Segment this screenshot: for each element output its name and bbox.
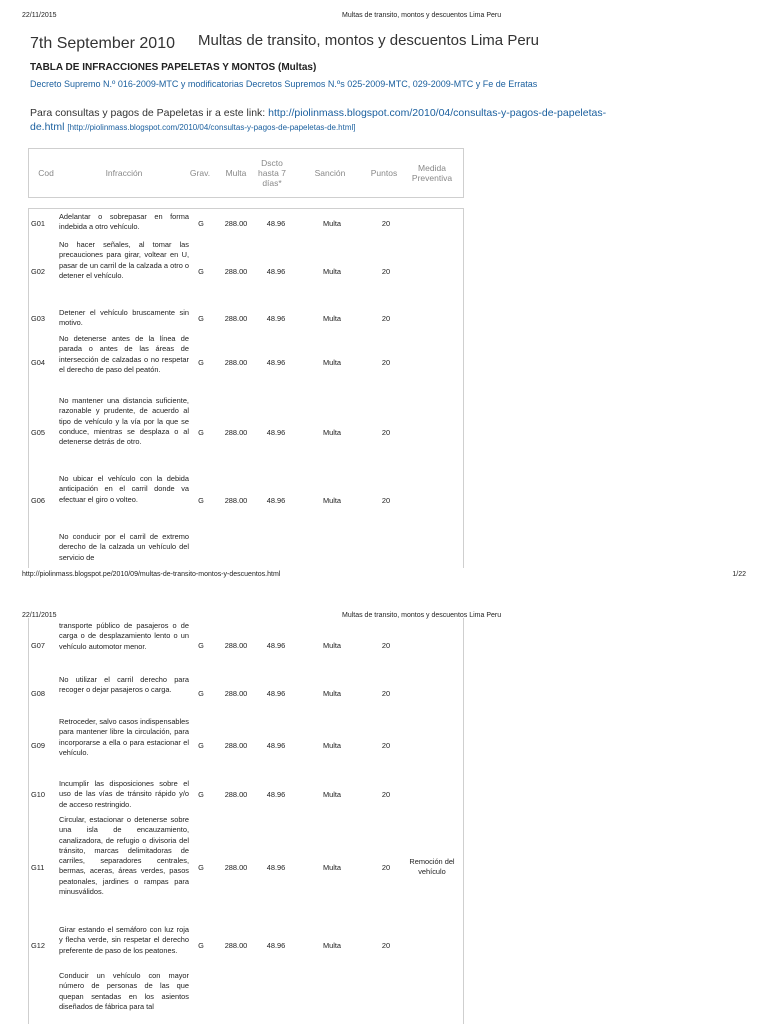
print-footer-url: http://piolinmass.blogspot.pe/2010/09/multas-de-transito-montos-y-descuentos.html <box>22 571 281 578</box>
points <box>369 529 403 568</box>
header-puntos: Puntos <box>370 168 398 178</box>
table-row <box>29 968 463 1024</box>
fine-amount: 288.00 <box>224 940 248 950</box>
preventive-measure <box>403 209 461 237</box>
table-row <box>29 237 463 305</box>
preventive-measure <box>403 529 461 568</box>
discount-amount <box>261 968 291 1024</box>
consult-paragraph <box>30 106 630 135</box>
gravity: G <box>198 740 204 750</box>
points: 20 <box>381 789 391 799</box>
table-row <box>29 672 463 714</box>
preventive-measure <box>403 618 461 672</box>
gravity: G <box>198 313 204 323</box>
infraction-description <box>59 672 189 714</box>
gravity: G <box>198 218 204 228</box>
fine-amount: 288.00 <box>224 266 248 276</box>
preventive-measure <box>403 331 461 393</box>
fine-amount: 288.00 <box>224 357 248 367</box>
sanction: Multa <box>322 218 342 228</box>
gravity: G <box>198 862 204 872</box>
points: 20 <box>381 740 391 750</box>
table-row <box>29 305 463 331</box>
table-row <box>29 529 463 568</box>
discount-amount: 48.96 <box>266 688 286 698</box>
infraction-text: No hacer señales, al tomar las precauciones para girar, voltear en U, pasar de un carril de la calzada a otro o detener el vehículo. <box>59 240 189 280</box>
points: 20 <box>381 218 391 228</box>
discount-amount: 48.96 <box>266 266 286 276</box>
sanction: Multa <box>322 862 342 872</box>
discount-amount: 48.96 <box>266 862 286 872</box>
points: 20 <box>381 688 391 698</box>
fine-amount: 288.00 <box>224 740 248 750</box>
infraction-code <box>31 529 57 568</box>
infraction-text: Conducir un vehículo con mayor número de personas de las que quepan sentadas en los asientos diseñados de fábrica para tal <box>59 971 189 1011</box>
consult-text: Para consultas y pagos de Papeletas ir a este link: <box>30 107 269 119</box>
gravity: G <box>198 789 204 799</box>
infraction-description <box>59 618 189 672</box>
infraction-description <box>59 812 189 922</box>
preventive-measure <box>403 471 461 529</box>
infraction-code: G08 <box>31 688 45 698</box>
infraction-code: G02 <box>31 266 45 276</box>
gravity <box>195 529 207 568</box>
sanction: Multa <box>322 789 342 799</box>
preventive-measure <box>403 714 461 776</box>
infraction-code: G03 <box>31 313 45 323</box>
discount-amount: 48.96 <box>266 940 286 950</box>
preventive-measure <box>403 968 461 1024</box>
header-cod: Cod <box>38 168 54 178</box>
infraction-code: G07 <box>31 640 45 650</box>
infraction-description <box>59 209 189 237</box>
fine-amount: 288.00 <box>224 688 248 698</box>
infraction-description <box>59 529 189 568</box>
infraction-text: Detener el vehículo bruscamente sin motivo. <box>59 308 189 328</box>
discount-amount: 48.96 <box>266 789 286 799</box>
fine-amount: 288.00 <box>224 789 248 799</box>
sanction: Multa <box>322 740 342 750</box>
infraction-description <box>59 393 189 471</box>
infraction-code: G05 <box>31 427 45 437</box>
print-date: 22/11/2015 <box>22 612 57 619</box>
points: 20 <box>381 640 391 650</box>
table-row <box>29 331 463 393</box>
infraction-description <box>59 776 189 812</box>
table-row <box>29 618 463 672</box>
table-body-page-2 <box>28 618 464 1024</box>
preventive-measure <box>403 393 461 471</box>
table-row <box>29 776 463 812</box>
table-heading: TABLA DE INFRACCIONES PAPELETAS Y MONTOS (Multas) <box>30 62 317 73</box>
points: 20 <box>381 862 391 872</box>
preventive-measure <box>403 237 461 305</box>
infraction-code: G10 <box>31 789 45 799</box>
fine-amount: 288.00 <box>224 640 248 650</box>
gravity: G <box>198 357 204 367</box>
discount-amount: 48.96 <box>266 427 286 437</box>
sanction: Multa <box>322 940 342 950</box>
discount-amount: 48.96 <box>266 357 286 367</box>
points: 20 <box>381 357 391 367</box>
infraction-text: transporte público de pasajeros o de carga o de desplazamiento lento o un vehículo automotor menor. <box>59 621 189 651</box>
infraction-code: G01 <box>31 218 45 228</box>
header-dscto: Dscto hasta 7 días* <box>258 158 286 188</box>
fine-amount: 288.00 <box>224 862 248 872</box>
points: 20 <box>381 495 391 505</box>
sanction: Multa <box>322 266 342 276</box>
fine-amount: 288.00 <box>224 495 248 505</box>
infraction-text: Adelantar o sobrepasar en forma indebida a otro vehículo. <box>59 212 189 232</box>
infraction-description <box>59 471 189 529</box>
infraction-code: G09 <box>31 740 45 750</box>
sanction <box>311 968 353 1024</box>
preventive-measure <box>403 672 461 714</box>
table-row <box>29 922 463 968</box>
print-header <box>22 12 746 24</box>
print-date: 22/11/2015 <box>22 12 57 19</box>
points: 20 <box>381 940 391 950</box>
print-title: Multas de transito, montos y descuentos Lima Peru <box>342 612 502 619</box>
preventive-measure: Remoción del vehículo <box>409 857 455 876</box>
fine-amount <box>219 968 253 1024</box>
points: 20 <box>381 313 391 323</box>
decree-subheading: Decreto Supremo N.º 016-2009-MTC y modificatorias Decretos Supremos N.ºs 025-2009-MTC, 029-2009-MTC y Fe de Erratas <box>30 79 538 89</box>
discount-amount: 48.96 <box>266 740 286 750</box>
header-multa: Multa <box>225 168 247 178</box>
infraction-text: Girar estando el semáforo con luz roja y flecha verde, sin respetar el derecho preferente de paso de los peatones. <box>59 925 189 955</box>
infraction-text: No mantener una distancia suficiente, razonable y prudente, de acuerdo al tipo de vehículo y la vía por la que se conduce, mientras se desplaza o al detenerse detrás de otro. <box>59 396 189 447</box>
table-header <box>28 148 464 198</box>
sanction: Multa <box>322 357 342 367</box>
fine-amount: 288.00 <box>224 313 248 323</box>
fine-amount: 288.00 <box>224 427 248 437</box>
points: 20 <box>381 266 391 276</box>
table-row <box>29 812 463 922</box>
table-row <box>29 471 463 529</box>
gravity: G <box>198 688 204 698</box>
discount-amount: 48.96 <box>266 313 286 323</box>
infraction-description <box>59 714 189 776</box>
gravity: G <box>198 940 204 950</box>
infraction-code: G12 <box>31 940 45 950</box>
consult-link-bracket[interactable]: [http://piolinmass.blogspot.com/2010/04/consultas-y-pagos-de-papeletas-de.html] <box>67 123 356 132</box>
fine-amount <box>219 529 253 568</box>
preventive-measure <box>403 776 461 812</box>
print-title: Multas de transito, montos y descuentos Lima Peru <box>342 12 502 19</box>
header-grav: Grav. <box>189 168 211 178</box>
discount-amount: 48.96 <box>266 640 286 650</box>
sanction <box>311 529 353 568</box>
gravity: G <box>198 495 204 505</box>
sanction: Multa <box>322 427 342 437</box>
infraction-text: Circular, estacionar o detenerse sobre una isla de encauzamiento, canalizadora, de refugio o divisoria del tránsito, marcas delimitadoras de carriles, separadores centrales, bermas, aceras, áreas verdes, pasos peatonales, jardines o rampas para minusválidos. <box>59 815 189 897</box>
print-page-number: 1/22 <box>732 571 746 578</box>
infraction-text: Retroceder, salvo casos indispensables para mantener libre la circulación, para incorporarse a ella o para estacionar el vehículo. <box>59 717 189 757</box>
post-date: 7th September 2010 <box>30 35 175 52</box>
consult-link[interactable]: http://piolinmass.blogspot.com/2010/04/consultas-y-pagos-de-papeletas-de.html <box>30 107 607 133</box>
discount-amount: 48.96 <box>266 218 286 228</box>
sanction: Multa <box>322 313 342 323</box>
infraction-description <box>59 237 189 305</box>
discount-amount <box>261 529 291 568</box>
infraction-text: No conducir por el carril de extremo derecho de la calzada un vehículo del servicio de <box>59 532 189 562</box>
gravity: G <box>198 427 204 437</box>
preventive-measure <box>403 305 461 331</box>
infraction-description <box>59 331 189 393</box>
gravity: G <box>198 266 204 276</box>
table-row <box>29 209 463 237</box>
header-sancion: Sanción <box>314 168 346 178</box>
header-infraccion: Infracción <box>105 168 143 178</box>
infraction-code: G11 <box>31 862 45 872</box>
header-medida: Medida Preventiva <box>411 163 453 183</box>
infraction-text: No utilizar el carril derecho para recoger o dejar pasajeros o carga. <box>59 675 189 695</box>
sanction: Multa <box>322 688 342 698</box>
infraction-text: Incumplir las disposiciones sobre el uso de las vías de tránsito rápido y/o de acceso restringido. <box>59 779 189 809</box>
infraction-code <box>31 968 57 1024</box>
infraction-text: No detenerse antes de la línea de parada o antes de las áreas de intersección de calzadas o no respetar el derecho de paso del peatón. <box>59 334 189 374</box>
infraction-code: G06 <box>31 495 45 505</box>
points <box>369 968 403 1024</box>
infraction-description <box>59 968 189 1024</box>
infraction-description <box>59 305 189 331</box>
gravity <box>195 968 207 1024</box>
fine-amount: 288.00 <box>224 218 248 228</box>
sanction: Multa <box>322 495 342 505</box>
points: 20 <box>381 427 391 437</box>
discount-amount: 48.96 <box>266 495 286 505</box>
table-body-page-1 <box>28 208 464 568</box>
table-row <box>29 714 463 776</box>
preventive-measure <box>403 922 461 968</box>
gravity: G <box>198 640 204 650</box>
table-row <box>29 393 463 471</box>
infraction-description <box>59 922 189 968</box>
infraction-code: G04 <box>31 357 45 367</box>
post-title[interactable]: Multas de transito, montos y descuentos Lima Peru <box>198 32 540 49</box>
infraction-text: No ubicar el vehículo con la debida anticipación en el carril donde va efectuar el giro o volteo. <box>59 474 189 504</box>
sanction: Multa <box>322 640 342 650</box>
